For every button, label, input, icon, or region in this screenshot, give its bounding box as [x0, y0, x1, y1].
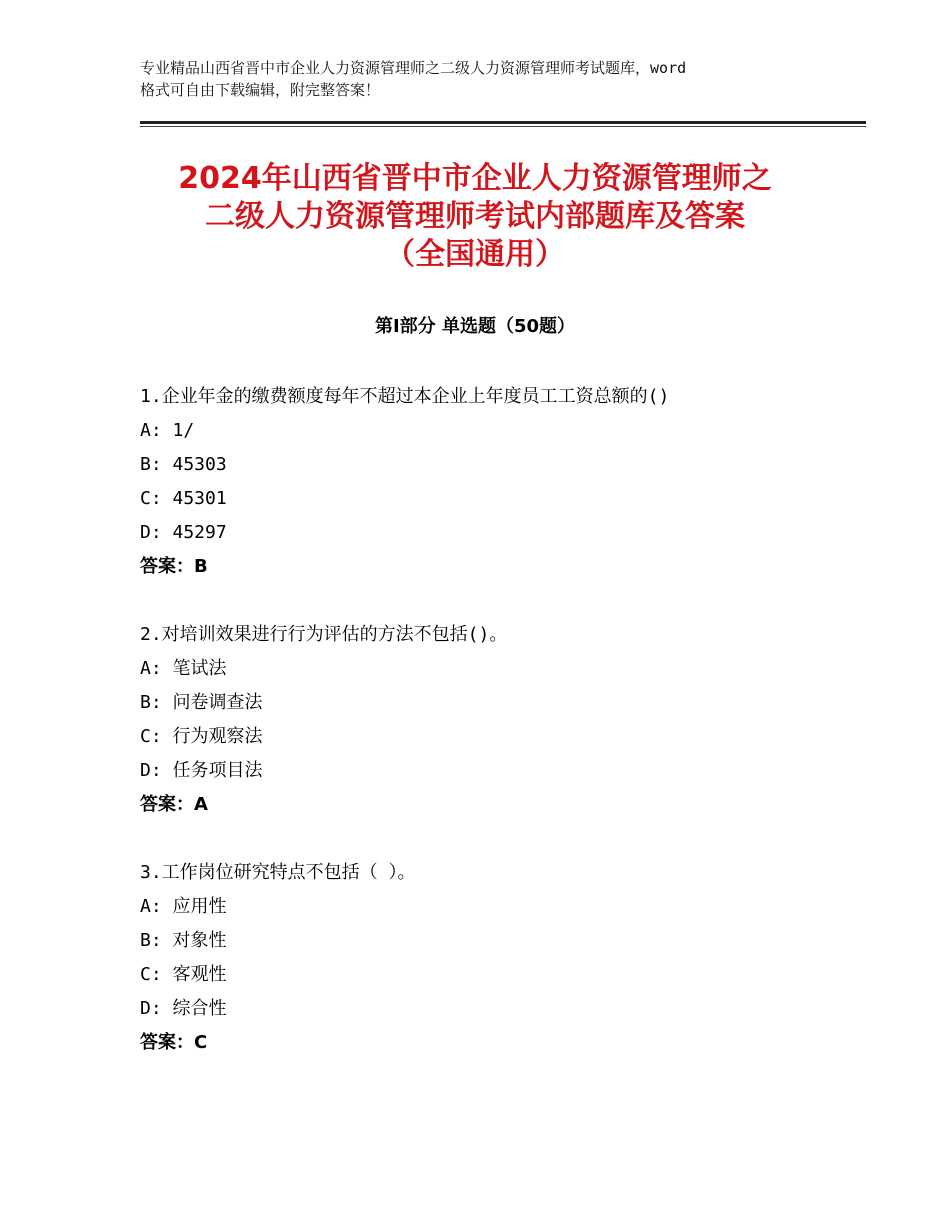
header-divider-thin — [140, 126, 866, 127]
option-d: D: 综合性 — [140, 998, 227, 1019]
section-title: 第Ⅰ部分 单选题（50题） — [374, 316, 575, 337]
option-b: B: 对象性 — [140, 930, 227, 951]
question-text: 2.对培训效果进行行为评估的方法不包括()。 — [140, 624, 508, 645]
question-1 — [140, 380, 860, 584]
option-c: C: 行为观察法 — [140, 726, 263, 747]
question-3 — [140, 856, 860, 1060]
document-title-line-1: 2024年山西省晋中市企业人力资源管理师之 — [178, 161, 772, 196]
header-divider-thick — [140, 121, 866, 124]
option-a: A: 笔试法 — [140, 658, 227, 679]
header-note-line-2: 格式可自由下载编辑，附完整答案！ — [140, 81, 381, 99]
document-title-line-2: 二级人力资源管理师考试内部题库及答案 — [205, 199, 745, 234]
option-b: B: 45303 — [140, 454, 227, 475]
option-d: D: 任务项目法 — [140, 760, 263, 781]
question-2 — [140, 618, 860, 822]
answer: 答案：C — [140, 1032, 208, 1053]
option-a: A: 应用性 — [140, 896, 227, 917]
option-d: D: 45297 — [140, 522, 227, 543]
answer: 答案：A — [140, 794, 208, 815]
option-c: C: 客观性 — [140, 964, 227, 985]
document-title-line-3: （全国通用） — [385, 237, 565, 272]
question-text: 1.企业年金的缴费额度每年不超过本企业上年度员工工资总额的() — [140, 386, 670, 407]
answer: 答案：B — [140, 556, 208, 577]
option-b: B: 问卷调查法 — [140, 692, 263, 713]
question-text: 3.工作岗位研究特点不包括（ ）。 — [140, 862, 416, 883]
question-list — [140, 380, 860, 1094]
header-note-line-1: 专业精品山西省晋中市企业人力资源管理师之二级人力资源管理师考试题库，word — [140, 59, 687, 77]
document-title — [100, 160, 850, 274]
option-a: A: 1/ — [140, 420, 195, 441]
option-c: C: 45301 — [140, 488, 227, 509]
header-note — [140, 57, 830, 101]
